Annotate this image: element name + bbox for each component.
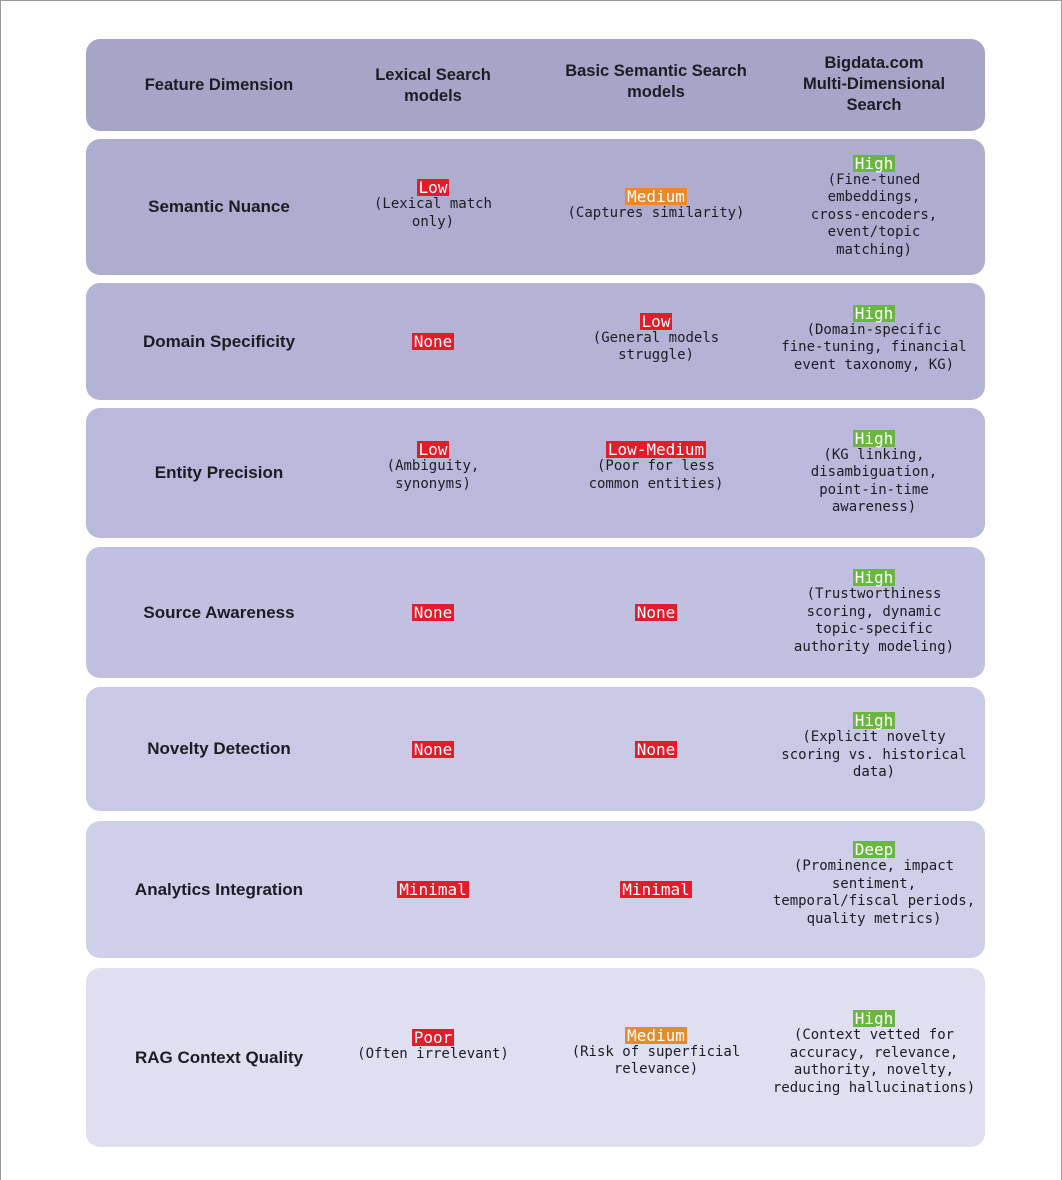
rating-detail: (Poor for less common entities) <box>588 458 724 492</box>
header-basic-semantic-search: Basic Semantic Search models <box>565 62 747 101</box>
rating-badge: High <box>854 1009 894 1028</box>
rating-detail: (General models struggle) <box>592 329 720 363</box>
lexical-cell <box>322 821 544 958</box>
rating-detail: (Prominence, impact sentiment, temporal/fiscal periods, quality metrics) <box>772 858 976 927</box>
header-cell-bigdata <box>754 39 994 131</box>
semantic-cell <box>544 968 768 1147</box>
feature-cell <box>86 408 352 538</box>
rating-badge: None <box>636 603 676 622</box>
semantic-cell <box>544 547 768 678</box>
rating-badge: High <box>854 711 894 731</box>
lexical-cell <box>322 968 544 1147</box>
rating-detail: (Domain-specific fine-tuning, financial event taxonomy, KG) <box>781 321 967 373</box>
feature-label: Source Awareness <box>143 602 295 622</box>
header-feature-dimension: Feature Dimension <box>144 75 294 94</box>
semantic-cell <box>544 139 768 275</box>
rating-detail: (Often irrelevant) <box>357 1046 509 1063</box>
lexical-cell <box>322 687 544 811</box>
lexical-cell <box>322 283 544 400</box>
bigdata-cell <box>754 968 994 1147</box>
rating-detail: (KG linking, disambiguation, point-in-time awareness) <box>810 446 938 515</box>
header-cell-lexical <box>322 39 544 131</box>
rating-badge: High <box>854 428 894 448</box>
feature-label: Domain Specificity <box>142 331 296 351</box>
feature-label: Entity Precision <box>154 463 284 482</box>
feature-cell <box>86 283 352 400</box>
feature-cell <box>86 687 352 811</box>
table-row <box>86 283 985 400</box>
table-row <box>86 968 985 1147</box>
semantic-cell <box>544 821 768 958</box>
table-row <box>86 139 985 275</box>
semantic-cell <box>544 283 768 400</box>
rating-badge: None <box>413 603 453 622</box>
header-bigdata-search: Bigdata.com Multi-Dimensional Search <box>802 53 946 114</box>
rating-badge: High <box>854 153 894 173</box>
rating-badge: None <box>413 739 453 759</box>
bigdata-cell <box>754 687 994 811</box>
rating-badge: Medium <box>627 1025 685 1045</box>
rating-detail: (Trustworthiness scoring, dynamic topic-specific authority modeling) <box>793 586 955 655</box>
table-row <box>86 408 985 538</box>
rating-badge: Poor <box>413 1028 453 1048</box>
feature-label: RAG Context Quality <box>134 1047 304 1067</box>
rating-badge: High <box>854 568 894 587</box>
feature-cell <box>86 821 352 958</box>
rating-detail: (Captures similarity) <box>567 204 745 221</box>
semantic-cell <box>544 687 768 811</box>
rating-detail: (Explicit novelty scoring vs. historical data) <box>781 729 967 781</box>
rating-badge: Low <box>641 311 671 331</box>
rating-badge: Minimal <box>399 880 467 899</box>
feature-label: Semantic Nuance <box>148 197 290 216</box>
rating-detail: (Risk of superficial relevance) <box>571 1043 741 1077</box>
rating-badge: Deep <box>854 840 894 859</box>
table-header <box>86 39 985 131</box>
feature-cell <box>86 547 352 678</box>
rating-badge: Low-Medium <box>607 440 705 459</box>
rating-badge: Low <box>418 440 448 459</box>
header-lexical-search: Lexical Search models <box>375 66 491 105</box>
rating-badge: Medium <box>627 186 685 206</box>
bigdata-cell <box>754 821 994 958</box>
header-cell-feature <box>86 39 352 131</box>
rating-detail: (Ambiguity, synonyms) <box>386 458 480 492</box>
rating-badge: None <box>413 332 453 351</box>
rating-detail: (Lexical match only) <box>373 196 492 230</box>
table-row <box>86 547 985 678</box>
semantic-cell <box>544 408 768 538</box>
bigdata-cell <box>754 408 994 538</box>
rating-badge: Minimal <box>622 880 690 899</box>
bigdata-cell <box>754 547 994 678</box>
rating-badge: High <box>854 303 894 323</box>
rating-badge: None <box>636 739 676 759</box>
feature-label: Novelty Detection <box>147 739 291 758</box>
bigdata-cell <box>754 139 994 275</box>
lexical-cell <box>322 408 544 538</box>
rating-detail: (Fine-tuned embeddings, cross-encoders, event/topic matching) <box>810 171 938 258</box>
feature-cell <box>86 139 352 275</box>
feature-label: Analytics Integration <box>134 879 304 899</box>
bigdata-cell <box>754 283 994 400</box>
table-row <box>86 821 985 958</box>
lexical-cell <box>322 139 544 275</box>
feature-cell <box>86 968 352 1147</box>
rating-detail: (Context vetted for accuracy, relevance, authority, novelty, reducing hallucinations) <box>772 1027 976 1096</box>
lexical-cell <box>322 547 544 678</box>
rating-badge: Low <box>418 178 448 197</box>
header-cell-semantic <box>544 39 768 131</box>
table-row <box>86 687 985 811</box>
